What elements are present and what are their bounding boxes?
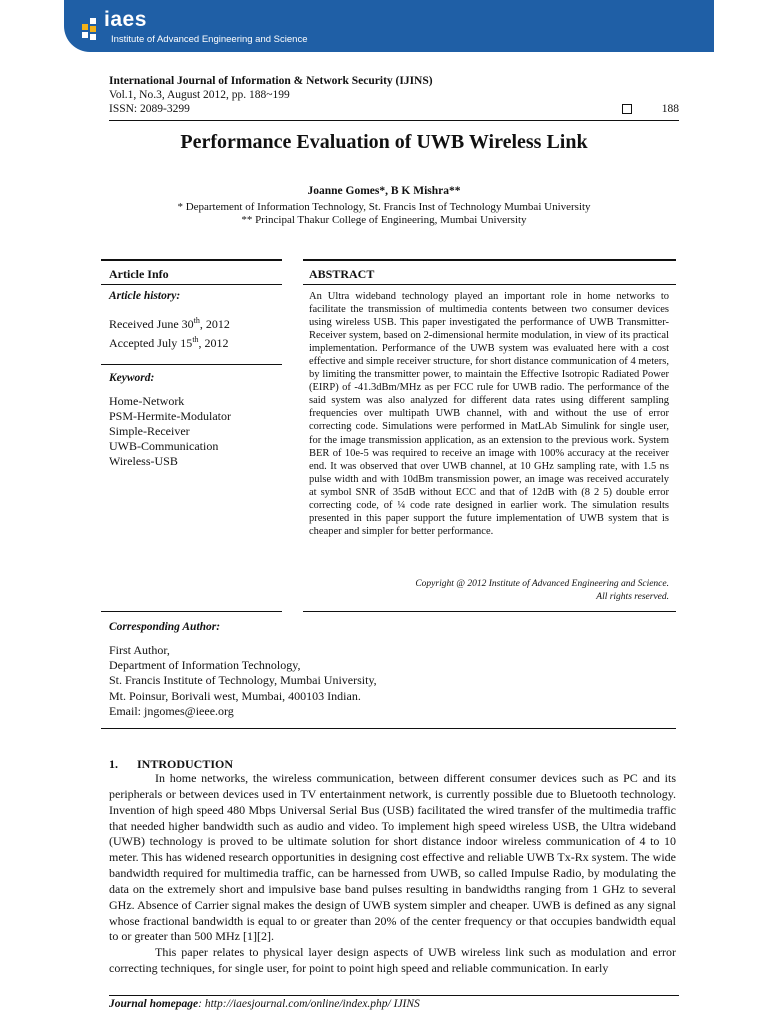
abstract-body	[309, 290, 669, 538]
paragraph: This paper relates to physical layer design aspects of UWB wireless link such as modulation and error correcting techniques, for single user, for point to point high speed and reliable communication. In early	[109, 945, 676, 976]
keyword-item: Wireless-USB	[109, 454, 178, 468]
keyword-item: PSM-Hermite-Modulator	[109, 409, 231, 423]
journal-info	[109, 74, 679, 116]
corresponding-line: St. Francis Institute of Technology, Mumbai University,	[109, 673, 377, 688]
keyword-item: UWB-Communication	[109, 439, 219, 453]
footer-rule	[109, 995, 679, 996]
corresponding-line: First Author,	[109, 643, 170, 657]
corresponding-author-details	[109, 643, 377, 719]
corresponding-line: Department of Information Technology,	[109, 658, 301, 673]
issn-row	[109, 102, 679, 116]
abstract-heading: ABSTRACT	[309, 267, 375, 281]
abstract-top-rule	[303, 259, 676, 261]
section-number: 1.	[109, 757, 118, 771]
keyword-item: Simple-Receiver	[109, 424, 190, 438]
publisher-name: Institute of Advanced Engineering and Science	[111, 34, 308, 45]
section-title: INTRODUCTION	[137, 757, 234, 771]
corresponding-author-label: Corresponding Author:	[109, 621, 221, 633]
affiliation-1: * Departement of Information Technology, St. Francis Inst of Technology Mumbai University	[177, 201, 591, 213]
page-number: 188	[661, 103, 679, 115]
keyword-list	[109, 394, 231, 469]
received-date: Received June 30th, 2012	[109, 316, 230, 331]
homepage-link[interactable]: : http://iaesjournal.com/online/index.php/ IJINS	[198, 998, 420, 1010]
corresponding-rule	[101, 728, 676, 729]
keyword-item: Home-Network	[109, 394, 185, 408]
copyright-notice	[309, 578, 669, 604]
corresponding-email: Email: jngomes@ieee.org	[109, 703, 234, 718]
keyword-rule	[101, 364, 282, 365]
paper-authors: Joanne Gomes*, B K Mishra**	[307, 185, 461, 197]
journal-name: International Journal of Information & Network Security (IJINS)	[109, 75, 433, 87]
square-bullet-icon	[622, 104, 632, 114]
corresponding-line: Mt. Poinsur, Borivali west, Mumbai, 400103 Indian.	[109, 688, 361, 703]
header-rule	[109, 120, 679, 121]
article-info-sub-rule	[101, 284, 282, 285]
paragraph: In home networks, the wireless communication, between different consumer devices such as PC and its peripherals or between devices used in TV entertainment network, is currently possible due to Bluetooth technology. Invention of high speed 480 Mbps Universal Serial Bus (USB) facilitated the wired transfer of the multimedia traffic that needed higher bandwidth such as audio and video. To implement high speed wireless USB, the Ultra wideband (UWB) technology is proved to be ultimate solution for short distance indoor wireless communication of 4 to 10 meter. This has widened research opportunities in designing cost effective and reliable UWB Tx-Rx system. The wide bandwidth required for multimedia traffic, can be harnessed from UWB, so called Impulse Radio, by modulating the data on the extremely short and impulsive base band pulses resulting in bandwidths ranging from 1 GHz to several GHz. Absence of Carrier signal makes the design of UWB system simpler and cheaper. UWB is defined as any signal whose fractional bandwidth is equal to or greater than 20% of the center frequency or that occupies bandwidth equal to or greater than 500 MHz [1][2].	[109, 771, 676, 944]
abstract-sub-rule	[303, 284, 676, 285]
abstract-bottom-rule	[303, 611, 676, 612]
accepted-date: Accepted July 15th, 2012	[109, 335, 229, 350]
rights-line: All rights reserved.	[596, 592, 669, 602]
journal-issn: ISSN: 2089-3299	[109, 103, 190, 115]
copyright-line: Copyright @ 2012 Institute of Advanced Engineering and Science.	[415, 579, 669, 589]
homepage-label: Journal homepage	[109, 998, 199, 1010]
article-info-heading: Article Info	[109, 267, 169, 281]
article-info-bottom-rule	[101, 611, 282, 612]
paper-title: Performance Evaluation of UWB Wireless Link	[180, 131, 588, 153]
iaes-logo-icon	[80, 14, 102, 44]
journal-volume: Vol.1, No.3, August 2012, pp. 188~199	[109, 89, 290, 101]
article-history-label: Article history:	[109, 290, 181, 302]
keyword-label: Keyword:	[109, 372, 155, 384]
section-heading	[109, 757, 233, 772]
journal-homepage	[109, 998, 420, 1010]
publisher-logo-text: iaes	[104, 8, 147, 31]
article-info-top-rule	[101, 259, 282, 261]
article-dates	[109, 313, 230, 351]
affiliation-2: ** Principal Thakur College of Engineering, Mumbai University	[241, 214, 527, 226]
abstract-text: An Ultra wideband technology played an important role in home networks to facilitate the transmission of multimedia contents between two consumer devices using wireless USB. This paper investigated the performance of UWB Transmitter-Receiver system, based on 2-dimensional hermite modulation, in view of its practical implementation. Performance of the UWB system was evaluated here with a cost effective and simple receiver structure, for short distance communication of 4 meters, by limiting the transmitter power, to maintain the Effective Isotropic Radiated Power (EIRP) of -41.3dBm/MHz as per FCC rule for UWB radio. The performance of the said system was also analyzed for different data rates using different sampling frequencies over multipath UWB channel, with and without the use of error correcting code. Simulations were performed in MatLAb Simulink for single user, for the image transmission application, as an extension to the previous work. System BER of 10e-5 was required to receive an image with 100% accuracy at the receiver end. It was observed that over UWB channel, at 10 GHz sampling rate, with 1.5 ns pulse width and with 10dBm transmission power, an image was received accurately at symbol SNR of 35dB without ECC and that of 12dB with (8 2 5) double error correcting code, of ¼ code rate designed in earlier work. The simulation results presented in this paper support the future implementation of UWB system that is cheaper and simpler for better performance.	[309, 291, 669, 537]
section-body	[109, 771, 676, 977]
